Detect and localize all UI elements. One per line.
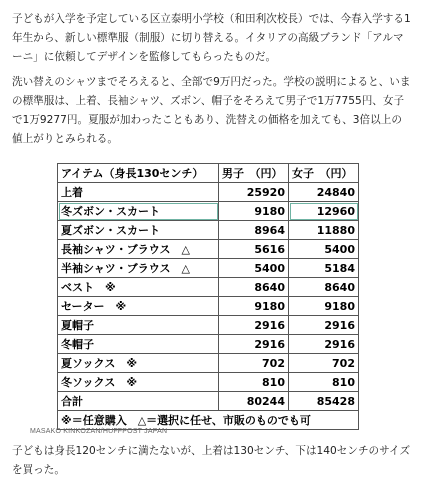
table-row	[58, 335, 359, 354]
article-paragraph-1: 子どもが入学を予定している区立泰明小学校（和田利次校長）では、今春入学する1年生から、新しい標準服（制服）に切り替える。イタリアの高級ブランド「アルマーニ」に依頼してデザインを監修してもらったものだ。	[12, 13, 411, 63]
boys-price-cell: 5616	[219, 240, 289, 259]
boys-price-cell: 8964	[219, 221, 289, 240]
table-row	[58, 183, 359, 202]
boys-price-cell: 810	[219, 373, 289, 392]
girls-price-cell: 8640	[289, 278, 359, 297]
table-row	[58, 297, 359, 316]
uniform-price-table	[57, 163, 359, 430]
item-cell: ベスト ※	[58, 278, 219, 297]
photo-credit: MASAKO KINKOZAN/HUFFPOST JAPAN	[30, 428, 168, 435]
header-item: アイテム（身長130センチ）	[58, 164, 219, 183]
girls-total-cell: 85428	[289, 392, 359, 411]
item-cell: 冬ソックス ※	[58, 373, 219, 392]
girls-price-cell: 11880	[289, 221, 359, 240]
item-cell: 長袖シャツ・ブラウス △	[58, 240, 219, 259]
table-footnote: ※＝任意購入 △＝選択に任せ、市販のものでも可	[58, 411, 359, 430]
item-cell: セーター ※	[58, 297, 219, 316]
table-row	[58, 202, 359, 221]
girls-price-cell: 5184	[289, 259, 359, 278]
header-boys: 男子 （円）	[219, 164, 289, 183]
table-row	[58, 259, 359, 278]
item-cell: 夏ソックス ※	[58, 354, 219, 373]
table-total-row	[58, 392, 359, 411]
item-cell: 冬ズボン・スカート	[58, 202, 219, 221]
table-row	[58, 316, 359, 335]
table-header-row	[58, 164, 359, 183]
item-cell: 上着	[58, 183, 219, 202]
boys-price-cell: 2916	[219, 335, 289, 354]
boys-price-cell: 9180	[219, 297, 289, 316]
boys-total-cell: 80244	[219, 392, 289, 411]
article-paragraph-2: 洗い替えのシャツまでそろえると、全部で9万円だった。学校の説明によると、いまの標準服は、上着、長袖シャツ、ズボン、帽子をそろえて男子で1万7755円、女子で1万9277円。夏服が加わったこともあり、洗替えの価格を加えても、3倍以上の値上がりとみられる。	[12, 76, 411, 145]
total-label-cell: 合計	[58, 392, 219, 411]
item-cell: 冬帽子	[58, 335, 219, 354]
girls-price-cell: 12960	[289, 202, 359, 221]
table-row	[58, 221, 359, 240]
article-paragraph-3: 子どもは身長120センチに満たないが、上着は130センチ、下は140センチのサイズを買った。	[12, 445, 411, 476]
girls-price-cell: 810	[289, 373, 359, 392]
item-cell: 夏ズボン・スカート	[58, 221, 219, 240]
boys-price-cell: 8640	[219, 278, 289, 297]
table-row	[58, 354, 359, 373]
uniform-price-table-container	[57, 163, 359, 430]
table-row	[58, 240, 359, 259]
header-girls: 女子 （円）	[289, 164, 359, 183]
table-footnote-row	[58, 411, 359, 430]
table-row	[58, 373, 359, 392]
girls-price-cell: 2916	[289, 335, 359, 354]
boys-price-cell: 2916	[219, 316, 289, 335]
girls-price-cell: 5400	[289, 240, 359, 259]
boys-price-cell: 702	[219, 354, 289, 373]
boys-price-cell: 9180	[219, 202, 289, 221]
item-cell: 夏帽子	[58, 316, 219, 335]
girls-price-cell: 24840	[289, 183, 359, 202]
boys-price-cell: 5400	[219, 259, 289, 278]
boys-price-cell: 25920	[219, 183, 289, 202]
item-cell: 半袖シャツ・ブラウス △	[58, 259, 219, 278]
table-row	[58, 278, 359, 297]
girls-price-cell: 2916	[289, 316, 359, 335]
girls-price-cell: 9180	[289, 297, 359, 316]
girls-price-cell: 702	[289, 354, 359, 373]
